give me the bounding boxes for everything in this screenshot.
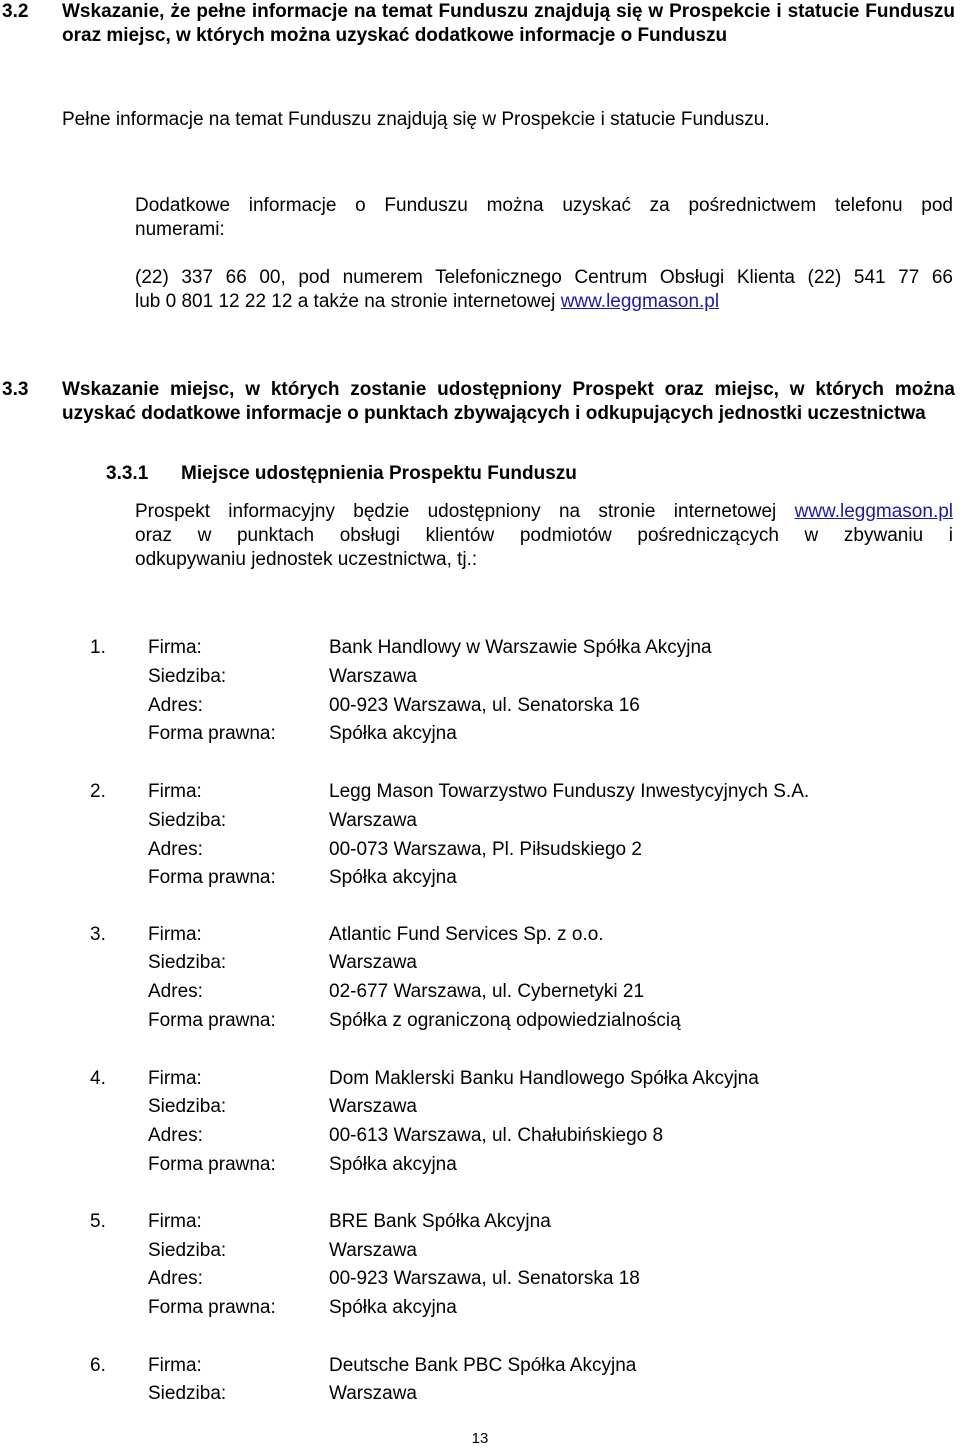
list-index: 4. (90, 1068, 106, 1089)
paragraph-line: odkupywaniu jednostek uczestnictwa, tj.: (135, 549, 478, 570)
label-siedziba: Siedziba: (148, 952, 227, 973)
value-siedziba: Warszawa (329, 810, 417, 831)
label-forma-prawna: Forma prawna: (148, 867, 276, 888)
label-firma: Firma: (148, 637, 202, 658)
value-adres: 00-923 Warszawa, ul. Senatorska 18 (329, 1268, 640, 1289)
value-forma-prawna: Spółka akcyjna (329, 723, 457, 744)
value-firma: Dom Maklerski Banku Handlowego Spółka Akcyjna (329, 1068, 759, 1089)
value-firma: BRE Bank Spółka Akcyjna (329, 1211, 551, 1232)
paragraph-text: Prospekt informacyjny będzie udostępniony na stronie internetowej (135, 501, 777, 522)
value-forma-prawna: Spółka akcyjna (329, 1154, 457, 1175)
value-adres: 00-613 Warszawa, ul. Chałubińskiego 8 (329, 1125, 664, 1146)
label-firma: Firma: (148, 924, 202, 945)
paragraph-additional-info (135, 194, 953, 242)
label-siedziba: Siedziba: (148, 666, 227, 687)
label-firma: Firma: (148, 1068, 202, 1089)
paragraph-line: oraz w punktach obsługi klientów podmiotów pośredniczących w zbywaniu i (135, 525, 953, 546)
value-firma: Deutsche Bank PBC Spółka Akcyjna (329, 1355, 637, 1376)
value-firma: Legg Mason Towarzystwo Funduszy Inwestycyjnych S.A. (329, 781, 810, 802)
label-adres: Adres: (148, 695, 203, 716)
paragraph-full-info (62, 108, 942, 132)
label-forma-prawna: Forma prawna: (148, 723, 276, 744)
value-adres: 02-677 Warszawa, ul. Cybernetyki 21 (329, 981, 645, 1002)
label-forma-prawna: Forma prawna: (148, 1154, 276, 1175)
label-adres: Adres: (148, 981, 203, 1002)
label-firma: Firma: (148, 1355, 202, 1376)
label-forma-prawna: Forma prawna: (148, 1297, 276, 1318)
section-3-3-1-heading (106, 462, 706, 486)
label-firma: Firma: (148, 1211, 202, 1232)
label-adres: Adres: (148, 839, 203, 860)
label-siedziba: Siedziba: (148, 810, 227, 831)
label-siedziba: Siedziba: (148, 1240, 227, 1261)
paragraph-line (135, 290, 953, 314)
paragraph-line: numerami: (135, 219, 225, 240)
website-link[interactable]: www.leggmason.pl (560, 291, 720, 312)
value-siedziba: Warszawa (329, 952, 417, 973)
value-siedziba: Warszawa (329, 1383, 417, 1404)
value-adres: 00-923 Warszawa, ul. Senatorska 16 (329, 695, 640, 716)
value-adres: 00-073 Warszawa, Pl. Piłsudskiego 2 (329, 839, 642, 860)
list-index: 3. (90, 924, 106, 945)
section-number: 3.3.1 (106, 463, 149, 484)
label-firma: Firma: (148, 781, 202, 802)
section-title: Wskazanie, że pełne informacje na temat Funduszu znajdują się w Prospekcie i statucie Funduszu oraz miejsc, w których można uzyskać dodatkowe informacje o Funduszu (62, 1, 955, 46)
section-number: 3.3 (2, 379, 29, 400)
paragraph-line (135, 500, 953, 524)
value-siedziba: Warszawa (329, 666, 417, 687)
section-3-3-heading (0, 378, 955, 450)
section-title: Wskazanie miejsc, w których zostanie udostępniony Prospekt oraz miejsc, w których można uzyskać dodatkowe informacje o punktach zbywających i odkupujących jednostki uczestnictwa (62, 379, 955, 424)
value-siedziba: Warszawa (329, 1240, 417, 1261)
list-index: 1. (90, 637, 106, 658)
section-number: 3.2 (2, 1, 29, 22)
label-forma-prawna: Forma prawna: (148, 1010, 276, 1031)
page-number: 13 (471, 1430, 489, 1447)
list-index: 6. (90, 1355, 106, 1376)
paragraph-text: lub 0 801 12 22 12 a także na stronie internetowej (135, 291, 556, 312)
label-siedziba: Siedziba: (148, 1383, 227, 1404)
label-adres: Adres: (148, 1125, 203, 1146)
list-index: 2. (90, 781, 106, 802)
label-adres: Adres: (148, 1268, 203, 1289)
value-firma: Atlantic Fund Services Sp. z o.o. (329, 924, 604, 945)
website-link[interactable]: www.leggmason.pl (794, 501, 954, 522)
value-siedziba: Warszawa (329, 1096, 417, 1117)
paragraph-prospekt (135, 500, 953, 572)
value-forma-prawna: Spółka akcyjna (329, 867, 457, 888)
list-index: 5. (90, 1211, 106, 1232)
section-3-2-heading (0, 0, 955, 48)
paragraph-line: (22) 337 66 00, pod numerem Telefonicznego Centrum Obsługi Klienta (22) 541 77 66 (135, 267, 953, 288)
value-firma: Bank Handlowy w Warszawie Spółka Akcyjna (329, 637, 712, 658)
value-forma-prawna: Spółka akcyjna (329, 1297, 457, 1318)
label-siedziba: Siedziba: (148, 1096, 227, 1117)
paragraph-line: Dodatkowe informacje o Funduszu można uzyskać za pośrednictwem telefonu pod (135, 195, 953, 216)
paragraph-phones (135, 266, 953, 314)
section-title: Miejsce udostępnienia Prospektu Funduszu (181, 463, 577, 484)
paragraph-text: Pełne informacje na temat Funduszu znajdują się w Prospekcie i statucie Funduszu. (62, 109, 770, 130)
value-forma-prawna: Spółka z ograniczoną odpowiedzialnością (329, 1010, 681, 1031)
